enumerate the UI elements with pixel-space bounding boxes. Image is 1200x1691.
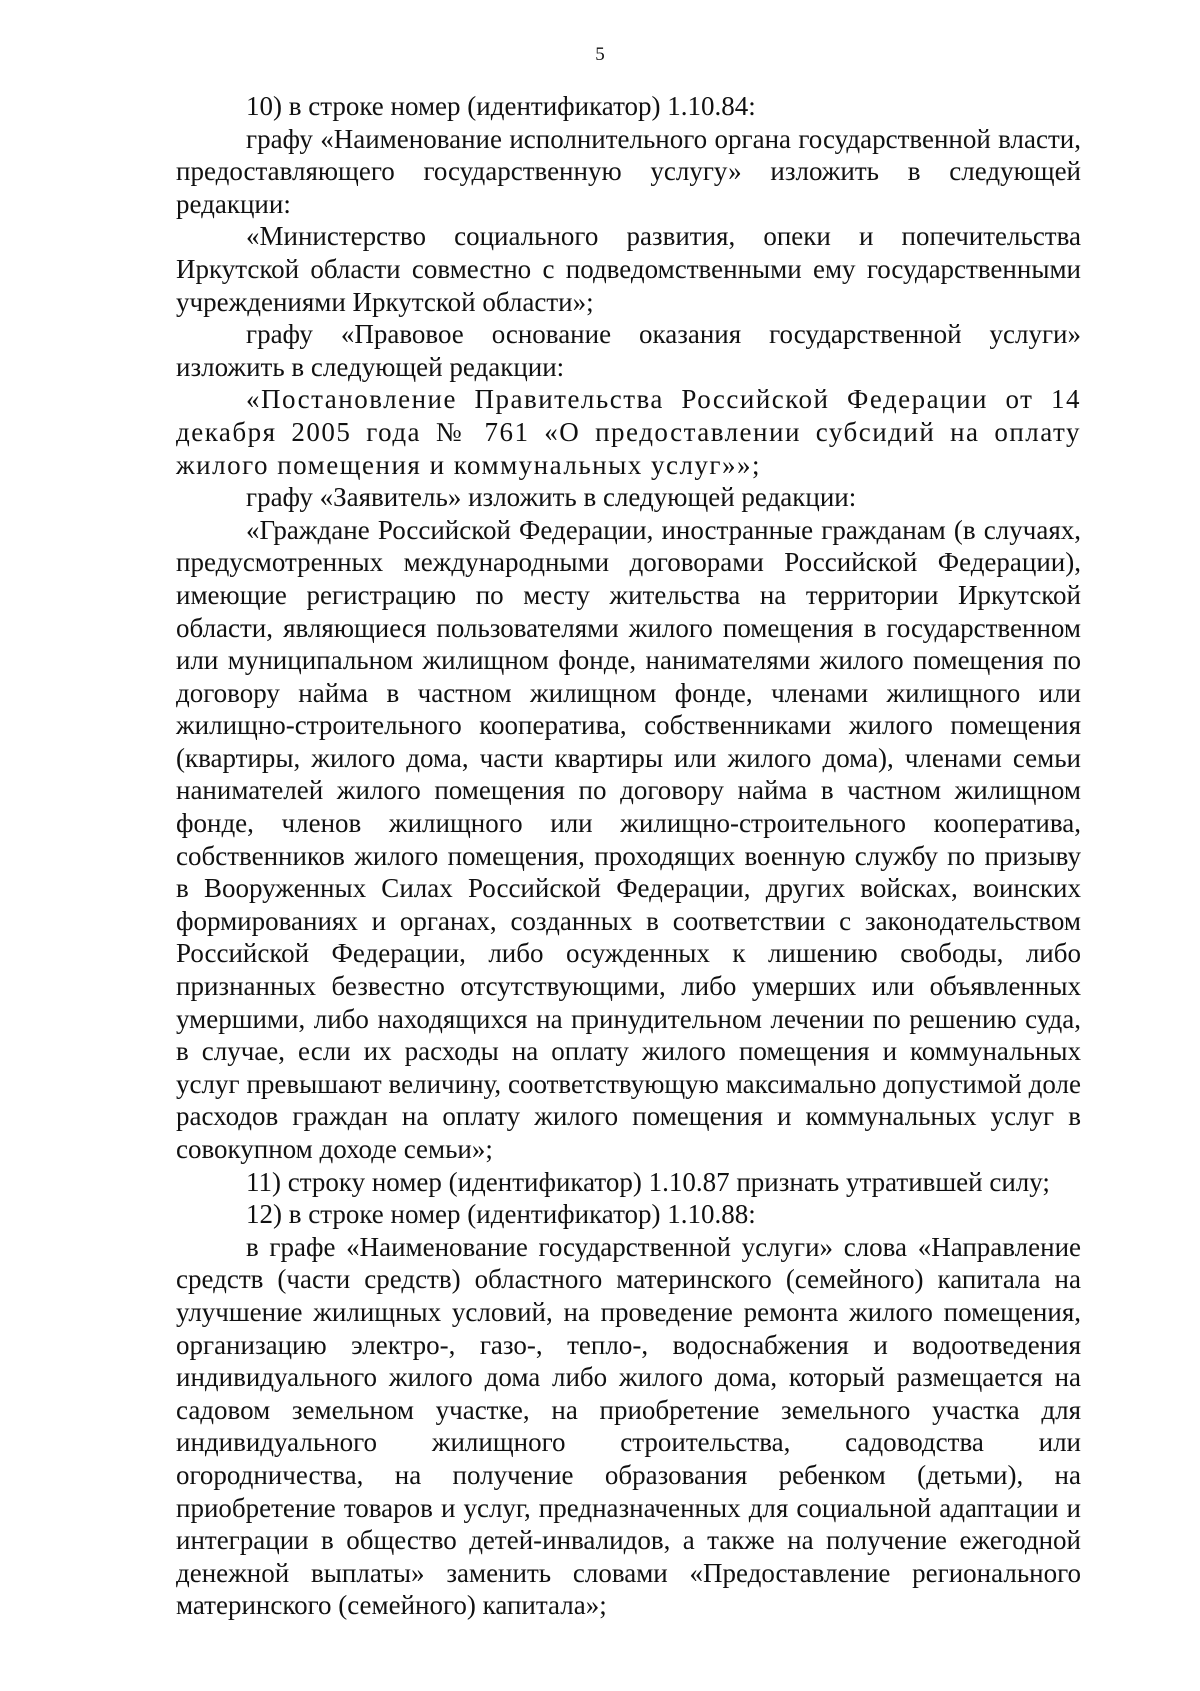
paragraph-applicant-text: «Граждане Российской Федерации, иностранные гражданам (в случаях, предусмотренных международными договорами Российской Федерации), имеющие регистрацию по месту жительства на территории Иркутской области, являющиеся пользователями жилого помещения в государственном или муниципальном жилищном фонде, нанимателями жилого помещения по договору найма в частном жилищном фонде, членами жилищного или жилищно-строительного кооператива, собственниками жилого помещения (квартиры, жилого дома, части квартиры или жилого дома), членами семьи нанимателей жилого помещения по договору найма в частном жилищном фонде, членов жилищного или жилищно-строительного кооператива, собственников жилого помещения, проходящих военную службу по призыву в Вооруженных Силах Российской Федерации, других войсках, воинских формированиях и органах, созданных в соответствии с законодательством Российской Федерации, либо осужденных к лишению свободы, либо признанных безвестно отсутствующими, либо умерших или объявленных умершими, либо находящихся на принудительном лечении по решению суда, в случае, если их расходы на оплату жилого помещения и коммунальных услуг превышают величину, соответствующую максимально допустимой доле расходов граждан на оплату жилого помещения и коммунальных услуг в совокупном доходе семьи»;: [176, 514, 1081, 1164]
paragraph-resolution-text: «Постановление Правительства Российской Федерации от 14 декабря 2005 года № 761 «О предоставлении субсидий на оплату жилого помещения и коммунальных услуг»»;: [176, 384, 1081, 480]
paragraph-legal-basis-column: графу «Правовое основание оказания государственной услуги» изложить в следующей редакции:: [176, 319, 1081, 382]
paragraph-service-name-text: в графе «Наименование государственной услуги» слова «Направление средств (части средств) областного материнского (семейного) капитала на улучшение жилищных условий, на проведение ремонта жилого помещения, организацию электро-, газо-, тепло-, водоснабжения и водоотведения индивидуального жилого дома либо жилого дома, который размещается на садовом земельном участке, на приобретение земельного участка для индивидуального жилищного строительства, садоводства или огородничества, на получение образования ребенком (детьми), на приобретение товаров и услуг, предназначенных для социальной адаптации и интеграции в общество детей-инвалидов, а также на получение ежегодной денежной выплаты» заменить словами «Предоставление регионального материнского (семейного) капитала»;: [176, 1231, 1081, 1621]
paragraph-item-11: 11) строку номер (идентификатор) 1.10.87 признать утратившей силу;: [246, 1166, 1050, 1197]
paragraph-applicant-column: графу «Заявитель» изложить в следующей редакции:: [246, 482, 857, 513]
paragraph-item-10: 10) в строке номер (идентификатор) 1.10.84:: [246, 91, 756, 121]
paragraph-executive-body-column: графу «Наименование исполнительного органа государственной власти, предоставляющего государственную услугу» изложить в следующей редакции:: [176, 123, 1081, 219]
page-number: 5: [595, 44, 605, 65]
paragraph-ministry-text: «Министерство социального развития, опеки и попечительства Иркутской области совместно с подведомственными ему государственными учреждениями Иркутской области»;: [176, 221, 1081, 317]
paragraph-item-12: 12) в строке номер (идентификатор) 1.10.88:: [246, 1199, 756, 1230]
document-body: [176, 90, 1081, 1622]
